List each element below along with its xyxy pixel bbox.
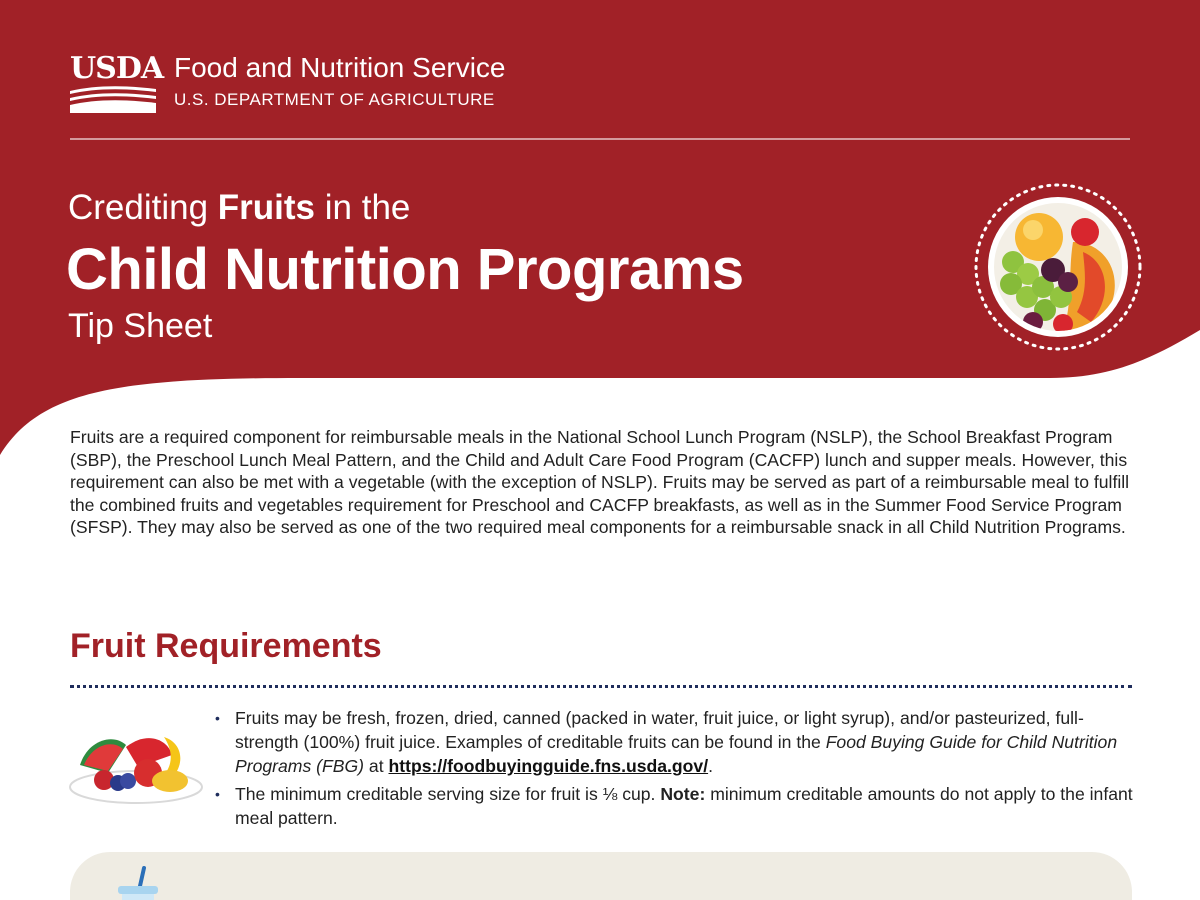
usda-logo-icon [70, 51, 164, 113]
title-line-1: Crediting Fruits in the [68, 188, 411, 227]
juice-cup-icon [108, 866, 168, 900]
list-item: • Fruits may be fresh, frozen, dried, canned (packed in water, fruit juice, or light syrup), and/or pasteurized, full-strength (100%) fruit juice. Examples of creditable fruits can be found in the Food Buying Guide for Child Nutrition Programs (FBG) at https://foodbuyingguide.fns.usda.gov/. [215, 708, 1118, 776]
bullet-icon: • [215, 786, 220, 802]
bullet-icon: • [215, 710, 220, 726]
agency-name: Food and Nutrition Service [174, 52, 506, 83]
fbg-link[interactable]: https://foodbuyingguide.fns.usda.gov/ [388, 756, 709, 776]
section-title: Fruit Requirements [70, 627, 382, 665]
page-subtitle: Tip Sheet [68, 307, 213, 345]
fruit-bowl-icon [973, 182, 1143, 352]
requirements-list [215, 706, 1135, 834]
header-divider [70, 138, 1130, 140]
fruit-plate-icon [68, 725, 208, 810]
list-item: • The minimum creditable serving size for fruit is ⅛ cup. Note: minimum creditable amounts do not apply to the infant meal pattern. [215, 784, 1133, 828]
logo-text: USDA [70, 51, 164, 86]
agency-department: U.S. DEPARTMENT OF AGRICULTURE [174, 90, 495, 109]
section-divider [70, 685, 1132, 688]
page-title: Child Nutrition Programs [66, 237, 744, 302]
intro-paragraph: Fruits are a required component for reimbursable meals in the National School Lunch Program (NSLP), the School Breakfast Program (SBP), the Preschool Lunch Meal Pattern, and the Child and Adult Care Food Program (CACFP) lunch and supper meals. However, this requirement can also be met with a vegetable (with the exception of NSLP). Fruits may be served as part of a reimbursable meal to fulfill the combined fruits and vegetables requirement for Preschool and CACFP breakfasts, as well as in the Summer Food Service Program (SFSP). They may also be served as one of the two required meal components for a reimbursable snack in all Child Nutrition Programs. [70, 427, 1130, 537]
callout-box [70, 852, 1132, 900]
